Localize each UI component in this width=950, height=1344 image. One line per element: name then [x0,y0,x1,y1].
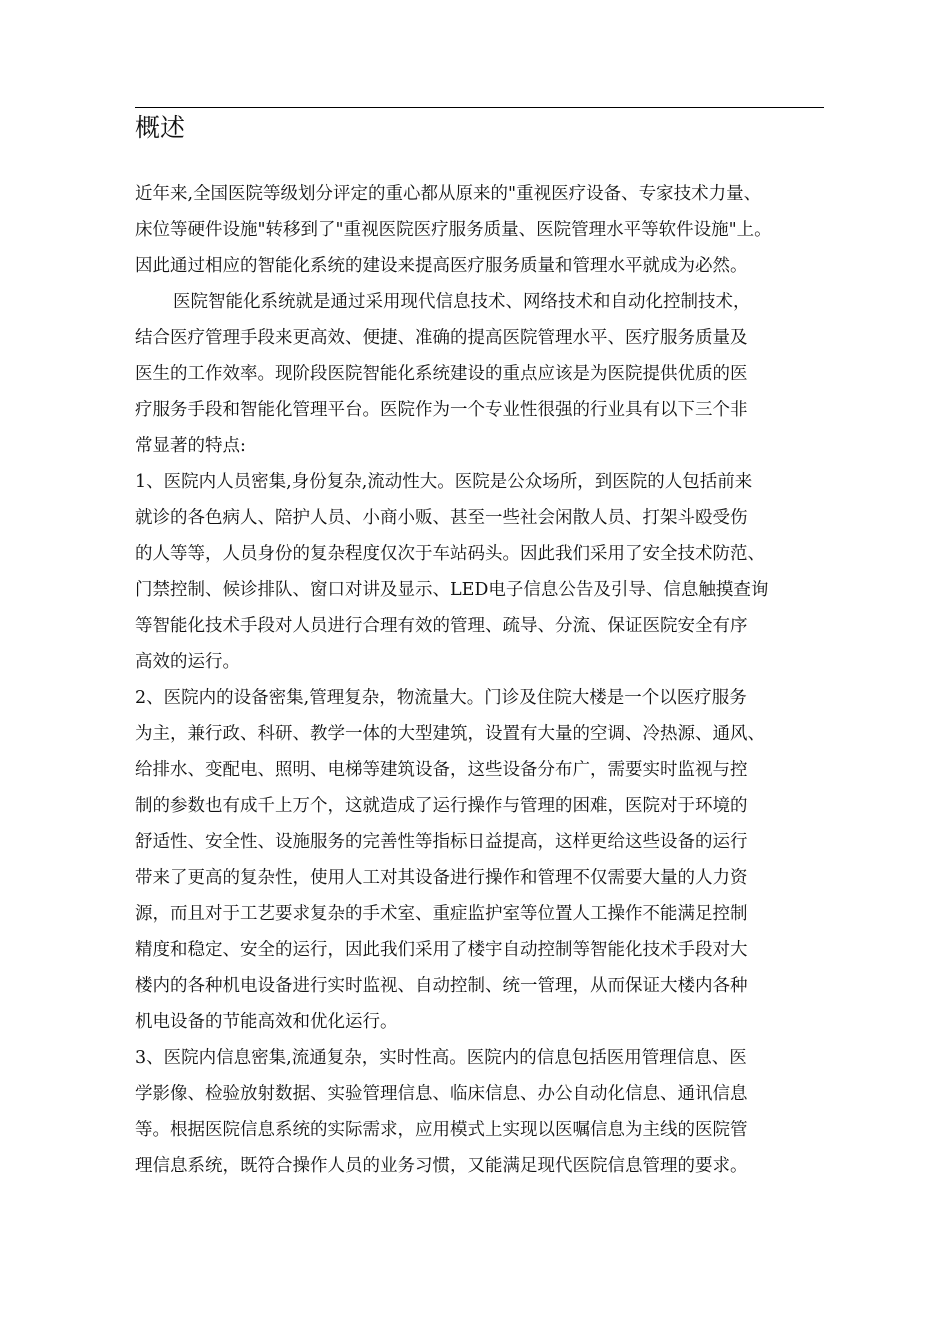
text-line: 学影像、检验放射数据、实验管理信息、临床信息、办公自动化信息、通讯信息 [135,1084,748,1104]
text-line: 源，而且对于工艺要求复杂的手术室、重症监护室等位置人工操作不能满足控制 [135,904,748,924]
text-line: 医院智能化系统就是通过采用现代信息技术、网络技术和自动化控制技术， [173,292,751,312]
text-line: 近年来,全国医院等级划分评定的重心都从原来的"重视医疗设备、专家技术力量、 [135,184,762,204]
text-line: 给排水、变配电、照明、电梯等建筑设备，这些设备分布广，需要实时监视与控 [135,760,748,780]
text-line: 门禁控制、候诊排队、窗口对讲及显示、LED电子信息公告及引导、信息触摸查询 [135,580,769,600]
text-line: 疗服务手段和智能化管理平台。医院作为一个专业性很强的行业具有以下三个非 [135,400,748,420]
text-line: 等智能化技术手段对人员进行合理有效的管理、疏导、分流、保证医院安全有序 [135,616,748,636]
text-line: 3、医院内信息密集,流通复杂，实时性高。医院内的信息包括医用管理信息、医 [135,1048,747,1068]
text-line: 就诊的各色病人、陪护人员、小商小贩、甚至一些社会闲散人员、打架斗殴受伤 [135,508,748,528]
text-line: 带来了更高的复杂性，使用人工对其设备进行操作和管理不仅需要大量的人力资 [135,868,748,888]
text-line: 精度和稳定、安全的运行，因此我们采用了楼宇自动控制等智能化技术手段对大 [135,940,748,960]
header-rule [135,107,824,108]
text-line: 制的参数也有成千上万个，这就造成了运行操作与管理的困难，医院对于环境的 [135,796,748,816]
text-line: 高效的运行。 [135,652,240,672]
text-line: 楼内的各种机电设备进行实时监视、自动控制、统一管理，从而保证大楼内各种 [135,976,748,996]
section-title: 概述 [135,113,186,142]
text-line: 1、医院内人员密集,身份复杂,流动性大。医院是公众场所，到医院的人包括前来 [135,472,753,492]
text-line: 为主，兼行政、科研、教学一体的大型建筑，设置有大量的空调、冷热源、通风、 [135,724,765,744]
text-line: 因此通过相应的智能化系统的建设来提高医疗服务质量和管理水平就成为必然。 [135,256,748,276]
text-line: 舒适性、安全性、设施服务的完善性等指标日益提高，这样更给这些设备的运行 [135,832,748,852]
text-line: 常显著的特点: [135,436,246,456]
text-line: 床位等硬件设施"转移到了"重视医院医疗服务质量、医院管理水平等软件设施"上。 [135,220,772,240]
text-line: 等。根据医院信息系统的实际需求，应用模式上实现以医嘱信息为主线的医院管 [135,1120,748,1140]
text-line: 结合医疗管理手段来更高效、便捷、准确的提高医院管理水平、医疗服务质量及 [135,328,748,348]
text-line: 理信息系统，既符合操作人员的业务习惯，又能满足现代医院信息管理的要求。 [135,1156,748,1176]
body-text [135,176,825,1184]
text-line: 的人等等，人员身份的复杂程度仅次于车站码头。因此我们采用了安全技术防范、 [135,544,765,564]
text-line: 机电设备的节能高效和优化运行。 [135,1012,398,1032]
text-line: 2、医院内的设备密集,管理复杂，物流量大。门诊及住院大楼是一个以医疗服务 [135,688,747,708]
text-line: 医生的工作效率。现阶段医院智能化系统建设的重点应该是为医院提供优质的医 [135,364,748,384]
